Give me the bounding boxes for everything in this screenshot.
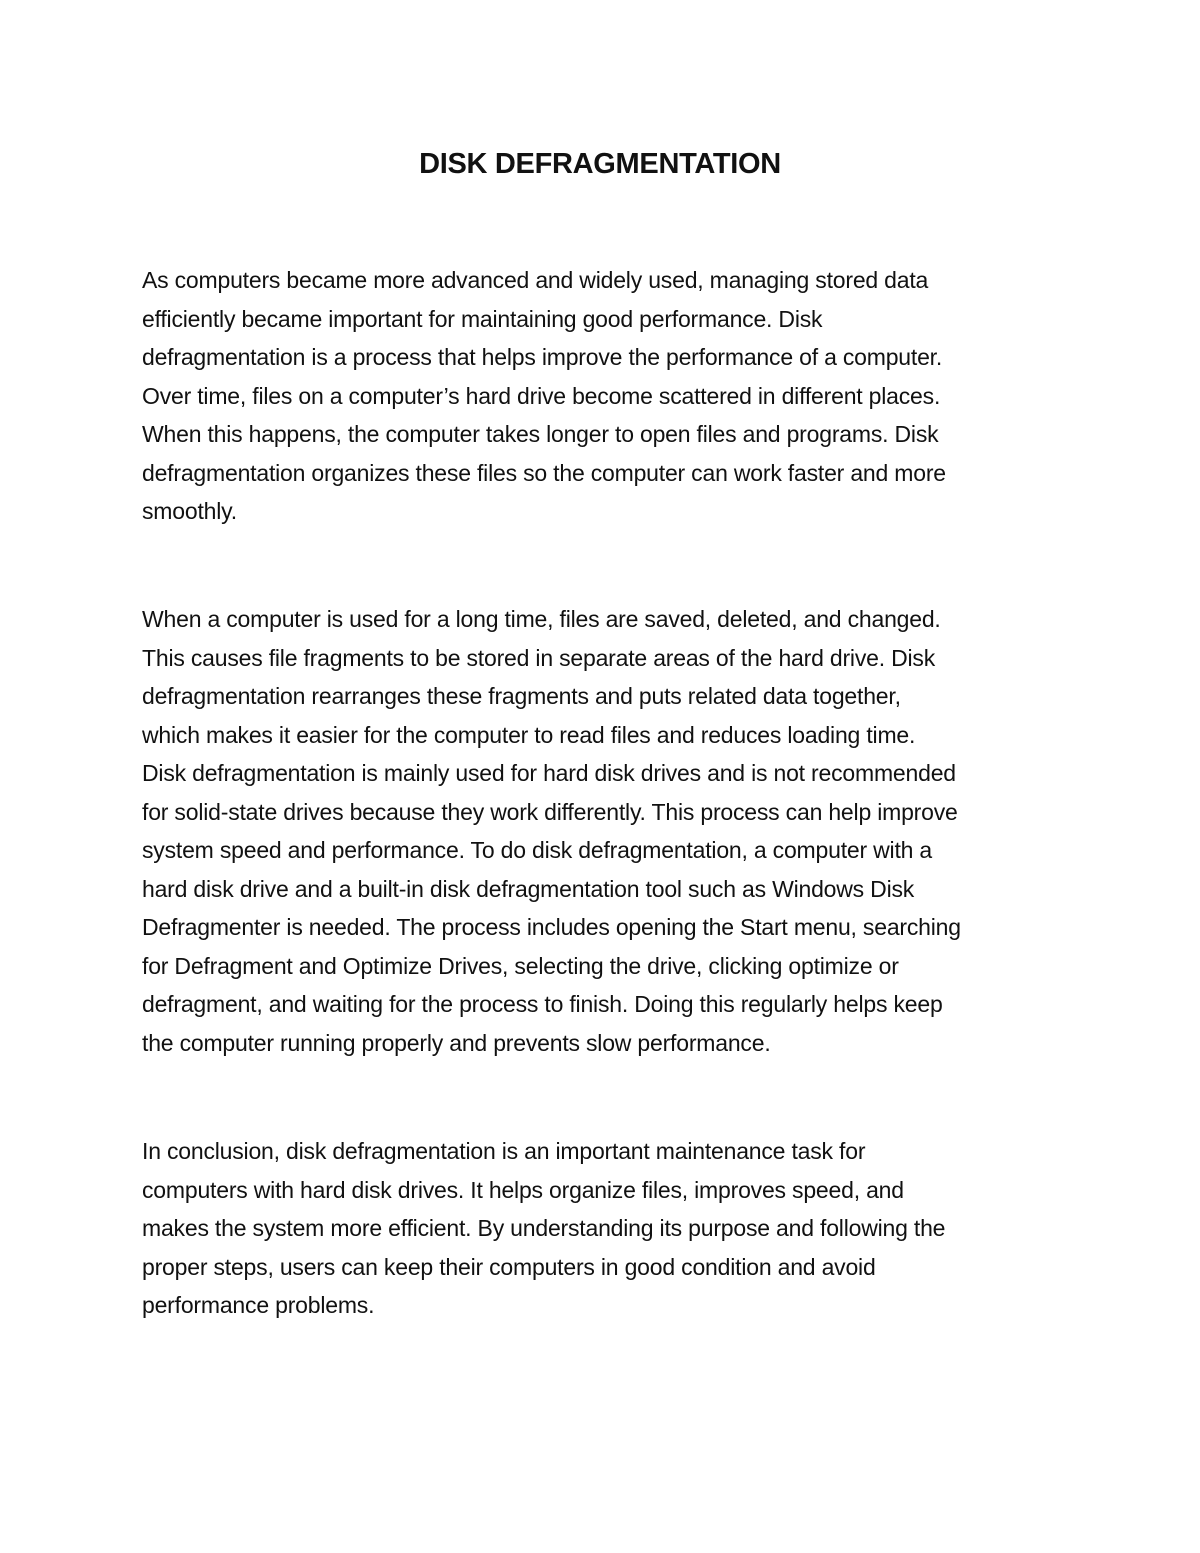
text-line: As computers became more advanced and widely used, managing stored data [142, 267, 929, 293]
text-line: computers with hard disk drives. It helps organize files, improves speed, and [142, 1176, 904, 1203]
text-line: which makes it easier for the computer to read files and reduces loading time. [142, 721, 916, 748]
text-line: the computer running properly and prevents slow performance. [142, 1029, 771, 1056]
paragraph-conclusion [142, 1132, 1057, 1325]
text-line: makes the system more efficient. By understanding its purpose and following the [142, 1215, 946, 1241]
paragraph-introduction [142, 261, 1057, 531]
text-line: In conclusion, disk defragmentation is an important maintenance task for [142, 1138, 866, 1164]
paragraph-body [142, 600, 1057, 1062]
text-line: defragmentation rearranges these fragments and puts related data together, [142, 683, 901, 709]
text-line: defragmentation organizes these files so the computer can work faster and more [142, 459, 946, 486]
text-line: When this happens, the computer takes longer to open files and programs. Disk [142, 421, 939, 447]
text-line: efficiently became important for maintaining good performance. Disk [142, 305, 823, 332]
text-line: smoothly. [142, 498, 237, 524]
text-line: When a computer is used for a long time, files are saved, deleted, and changed. [142, 606, 941, 632]
text-line: Disk defragmentation is mainly used for hard disk drives and is not recommended [142, 760, 956, 786]
text-line: Over time, files on a computer’s hard drive become scattered in different places. [142, 382, 941, 409]
text-line: Defragmenter is needed. The process includes opening the Start menu, searching [142, 914, 961, 940]
text-line: performance problems. [142, 1292, 375, 1318]
text-line: hard disk drive and a built-in disk defragmentation tool such as Windows Disk [142, 875, 915, 902]
text-line: proper steps, users can keep their computers in good condition and avoid [142, 1253, 876, 1280]
text-line: defragment, and waiting for the process to finish. Doing this regularly helps keep [142, 991, 943, 1017]
text-line: for solid-state drives because they work differently. This process can help improve [142, 798, 958, 825]
page-title: DISK DEFRAGMENTATION [419, 148, 781, 180]
text-line: system speed and performance. To do disk defragmentation, a computer with a [142, 837, 933, 863]
text-line: for Defragment and Optimize Drives, selecting the drive, clicking optimize or [142, 952, 899, 979]
text-line: defragmentation is a process that helps improve the performance of a computer. [142, 344, 943, 370]
text-line: This causes file fragments to be stored in separate areas of the hard drive. Disk [142, 644, 936, 671]
